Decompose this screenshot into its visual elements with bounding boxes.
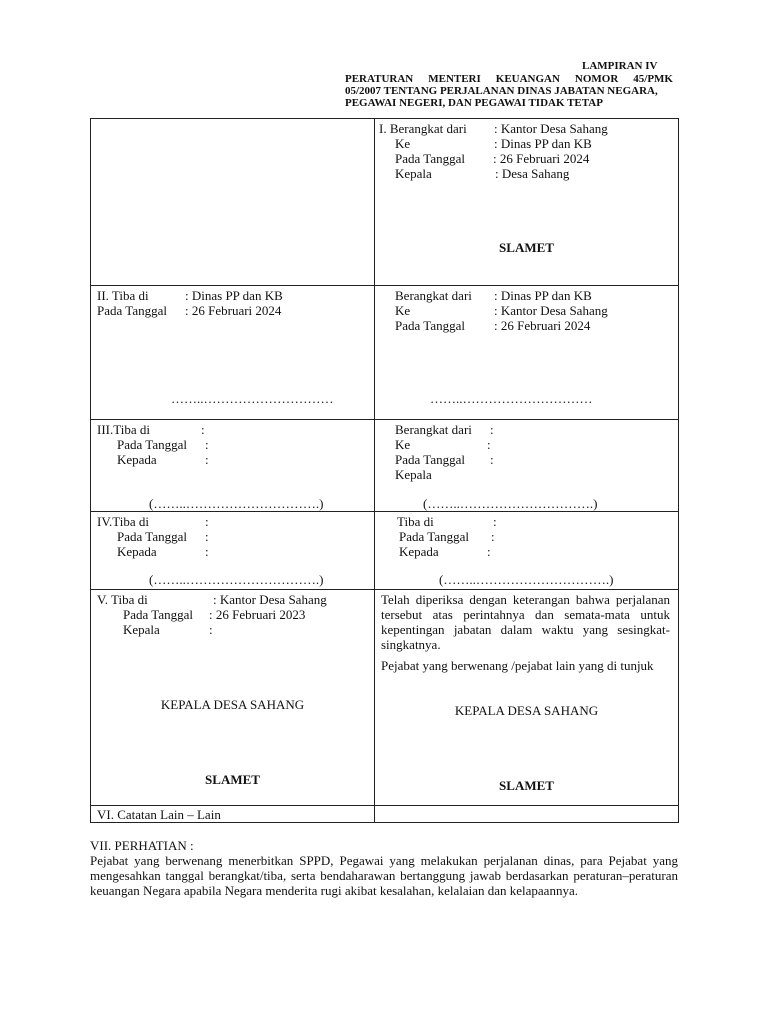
section-2-left-dots: ……..…………………………	[171, 391, 334, 406]
tiba-label: II. Tiba di	[97, 288, 149, 303]
tiba-label: V. Tiba di	[97, 592, 148, 607]
section-4-right-sign: (……..………………………….)	[439, 572, 614, 587]
section-5-verification-text: Telah diperiksa dengan keterangan bahwa perjalanan tersebut atas perintahnya dan semata-mata untuk kepentingan jabatan dalam waktu yang sesingkat-singkatnya.	[381, 592, 670, 652]
tanggal-value: : 26 Februari 2024	[493, 151, 590, 166]
section-4-right-cell	[375, 512, 679, 590]
section-1-kepala	[395, 166, 569, 181]
tanggal-value: : 26 Februari 2023	[209, 607, 306, 622]
notes-title: VII. PERHATIAN :	[90, 838, 194, 853]
section-6-left-cell	[91, 806, 375, 823]
section-4-r-tanggal	[399, 529, 495, 544]
section-3-kepada	[117, 452, 209, 467]
section-4-r-kepada	[399, 544, 491, 559]
section-6-label: VI. Catatan Lain – Lain	[97, 807, 221, 822]
tanggal-value: : 26 Februari 2024	[494, 318, 591, 333]
kepala-label: Kepala	[395, 166, 432, 181]
tanggal-label: Pada Tanggal	[395, 318, 465, 333]
tanggal-label: Pada Tanggal	[395, 151, 465, 166]
berangkat-value: : Kantor Desa Sahang	[494, 121, 608, 136]
section-5-right-signer: SLAMET	[499, 778, 554, 793]
tiba-value: :	[201, 422, 205, 437]
section-4-r-tiba	[397, 514, 497, 529]
section-3-ke	[395, 437, 491, 452]
tiba-label: III.Tiba di	[97, 422, 150, 437]
tanggal-label: Pada Tanggal	[117, 437, 187, 452]
regulation-line-3: PEGAWAI NEGERI, DAN PEGAWAI TIDAK TETAP	[345, 97, 603, 109]
tiba-value: :	[205, 514, 209, 529]
tiba-label: Tiba di	[397, 514, 434, 529]
ke-label: Ke	[395, 303, 411, 318]
section-4-left-cell	[91, 512, 375, 590]
tiba-value: : Dinas PP dan KB	[185, 288, 283, 303]
berangkat-value: :	[490, 422, 494, 437]
kepada-value: :	[205, 452, 209, 467]
kepala-label: Kepala	[123, 622, 160, 637]
tanggal-label: Pada Tanggal	[399, 529, 469, 544]
kepada-value: :	[487, 544, 491, 559]
section-5-row	[91, 590, 679, 806]
section-3-berangkat	[395, 422, 494, 437]
section-5-tanggal	[123, 607, 305, 622]
section-5-tiba	[97, 592, 327, 607]
section-5-left-cell	[91, 590, 375, 806]
section-3-tiba	[97, 422, 205, 437]
kepada-label: Kepada	[399, 544, 439, 559]
section-1-signer: SLAMET	[499, 240, 554, 255]
section-4-left-sign: (……..………………………….)	[149, 572, 324, 587]
regulation-line-2: 05/2007 TENTANG PERJALANAN DINAS JABATAN NEGARA,	[345, 85, 658, 97]
tanggal-label: Pada Tanggal	[117, 529, 187, 544]
ke-value: :	[487, 437, 491, 452]
section-1-right-cell	[375, 119, 679, 286]
tanggal-label: Pada Tanggal	[97, 303, 167, 318]
section-2-right-cell	[375, 286, 679, 420]
section-2-left-cell	[91, 286, 375, 420]
kepala-value: :	[209, 622, 213, 637]
section-5-left-signer: SLAMET	[205, 772, 260, 787]
section-2-right-dots: ……..…………………………	[430, 391, 593, 406]
section-5-kepala	[123, 622, 213, 637]
ke-value: : Kantor Desa Sahang	[494, 303, 608, 318]
lampiran-label: LAMPIRAN IV	[582, 60, 658, 72]
section-2-row	[91, 286, 679, 420]
kepada-label: Kepada	[117, 452, 157, 467]
section-4-tiba	[97, 514, 209, 529]
section-2-r-tanggal	[395, 318, 590, 333]
section-1-left-cell	[91, 119, 375, 286]
tanggal-label: Pada Tanggal	[123, 607, 193, 622]
tiba-value: : Kantor Desa Sahang	[213, 592, 327, 607]
section-3-row	[91, 420, 679, 512]
section-5-right-title: KEPALA DESA SAHANG	[454, 703, 599, 718]
section-2-tanggal	[97, 303, 281, 318]
regulation-line-1: PERATURAN MENTERI KEUANGAN NOMOR 45/PMK	[345, 73, 673, 85]
section-2-tiba	[97, 288, 283, 303]
section-1-tanggal	[395, 151, 589, 166]
tanggal-label: Pada Tanggal	[395, 452, 465, 467]
section-2-ke	[395, 303, 608, 318]
berangkat-label: I. Berangkat dari	[379, 121, 467, 136]
tanggal-value: : 26 Februari 2024	[185, 303, 282, 318]
tanggal-value: :	[490, 452, 494, 467]
section-5-left-title: KEPALA DESA SAHANG	[160, 697, 305, 712]
section-1-ke	[395, 136, 592, 151]
section-3-r-tanggal	[395, 452, 494, 467]
section-4-kepada	[117, 544, 209, 559]
kepala-value: : Desa Sahang	[495, 166, 570, 181]
section-1-row	[91, 119, 679, 286]
section-5-right-cell	[375, 590, 679, 806]
ke-value: : Dinas PP dan KB	[494, 136, 592, 151]
tanggal-value: :	[491, 529, 495, 544]
section-3-left-sign: (……..………………………….)	[149, 496, 324, 511]
berangkat-value: : Dinas PP dan KB	[494, 288, 592, 303]
section-2-berangkat	[395, 288, 592, 303]
sppd-form-table	[90, 118, 679, 823]
section-5-official-text: Pejabat yang berwenang /pejabat lain yang di tunjuk	[381, 658, 654, 673]
ke-label: Ke	[395, 437, 411, 452]
section-3-left-cell	[91, 420, 375, 512]
section-3-tanggal	[117, 437, 209, 452]
section-4-tanggal	[117, 529, 209, 544]
berangkat-label: Berangkat dari	[395, 422, 472, 437]
kepada-value: :	[205, 544, 209, 559]
kepada-label: Kepada	[117, 544, 157, 559]
section-6-right-cell	[375, 806, 679, 823]
section-3-right-cell	[375, 420, 679, 512]
section-1-berangkat	[379, 121, 608, 136]
tanggal-value: :	[205, 437, 209, 452]
notes-body: Pejabat yang berwenang menerbitkan SPPD, Pegawai yang melakukan perjalanan dinas, para Pejabat yang mengesahkan tanggal berangkat/tiba, serta bendaharawan bertanggung jawab berdasarkan peraturan–peraturan keuangan Negara apabila Negara menderita rugi akibat kesalahan, kelalaian dan kelapaannya.	[90, 853, 678, 898]
section-3-kepala: Kepala	[395, 467, 432, 482]
tiba-value: :	[493, 514, 497, 529]
section-6-row	[91, 806, 679, 823]
ke-label: Ke	[395, 136, 411, 151]
section-4-row	[91, 512, 679, 590]
section-3-right-sign: (……..………………………….)	[423, 496, 598, 511]
tanggal-value: :	[205, 529, 209, 544]
berangkat-label: Berangkat dari	[395, 288, 472, 303]
tiba-label: IV.Tiba di	[97, 514, 150, 529]
